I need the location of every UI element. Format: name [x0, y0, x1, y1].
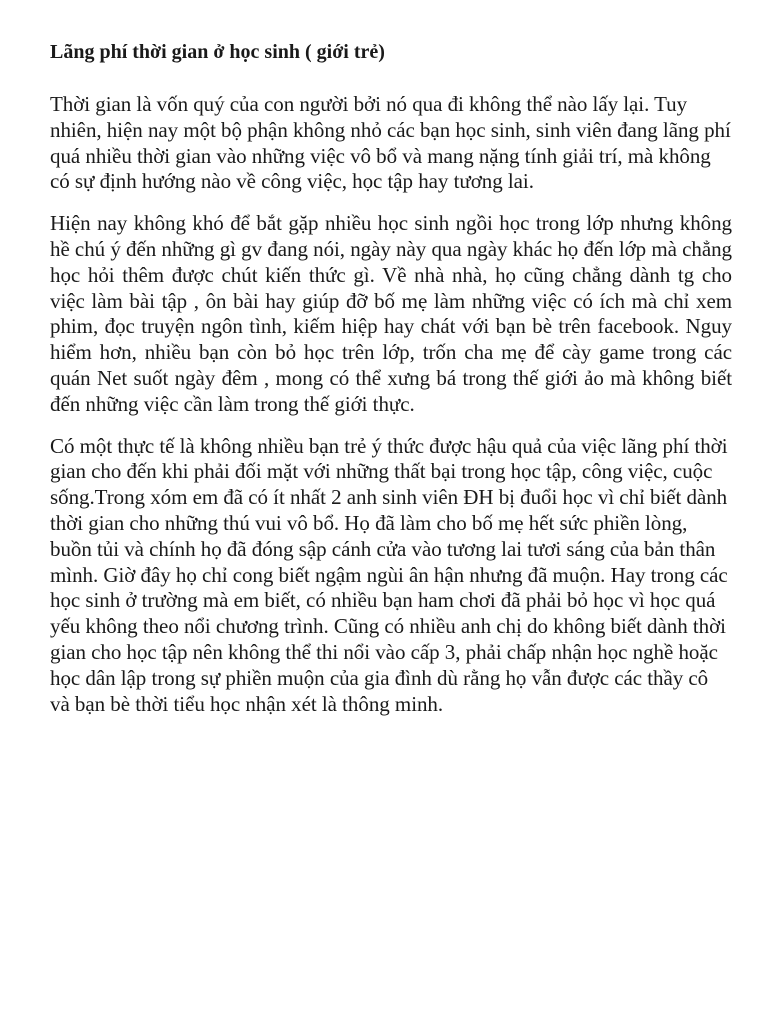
- paragraph-intro: Thời gian là vốn quý của con người bởi nó qua đi không thể nào lấy lại. Tuy nhiên, hiện nay một bộ phận không nhỏ các bạn học sinh, sinh viên đang lãng phí quá nhiều thời gian vào những việc vô bổ và mang nặng tính giải trí, mà không có sự định hướng nào về công việc, học tập hay tương lai.: [50, 92, 731, 194]
- paragraph-consequences: Có một thực tế là không nhiều bạn trẻ ý thức được hậu quả của việc lãng phí thời gian cho đến khi phải đối mặt với những thất bại trong học tập, công việc, cuộc sống.Trong xóm em đã có ít nhất 2 anh sinh viên ĐH bị đuổi học vì chỉ biết dành thời gian cho những thú vui vô bổ. Họ đã làm cho bố mẹ hết sức phiền lòng, buồn tủi và chính họ đã đóng sập cánh cửa vào tương lai tươi sáng của bản thân mình. Giờ đây họ chỉ cong biết ngậm ngùi ân hận nhưng đã muộn. Hay trong các học sinh ở trường mà em biết, có nhiều bạn ham chơi đã phải bỏ học vì học quá yếu không theo nổi chương trình. Cũng có nhiều anh chị do không biết dành thời gian cho học tập nên không thể thi nổi vào cấp 3, phải chấp nhận học nghề hoặc học dân lập trong sự phiền muộn của gia đình dù rằng họ vẫn được các thầy cô và bạn bè thời tiểu học nhận xét là thông minh.: [50, 433, 728, 716]
- paragraph-current-situation: Hiện nay không khó để bắt gặp nhiều học sinh ngồi học trong lớp nhưng không hề chú ý đến những gì gv đang nói, ngày này qua ngày khác họ đến lớp mà chẳng học hỏi thêm được chút kiến thức gì. Về nhà nhà, họ cũng chẳng dành tg cho việc làm bài tập , ôn bài hay giúp đỡ bố mẹ làm những việc có ích mà chỉ xem phim, đọc truyện ngôn tình, kiếm hiệp hay chát với bạn bè trên facebook. Nguy hiểm hơn, nhiều bạn còn bỏ học trên lớp, trốn cha mẹ để cày game trong các quán Net suốt ngày đêm , mong có thể xưng bá trong thế giới ảo mà không biết đến những việc cần làm trong thế giới thực.: [50, 211, 732, 416]
- document-title: Lãng phí thời gian ở học sinh ( giới trẻ): [50, 41, 385, 63]
